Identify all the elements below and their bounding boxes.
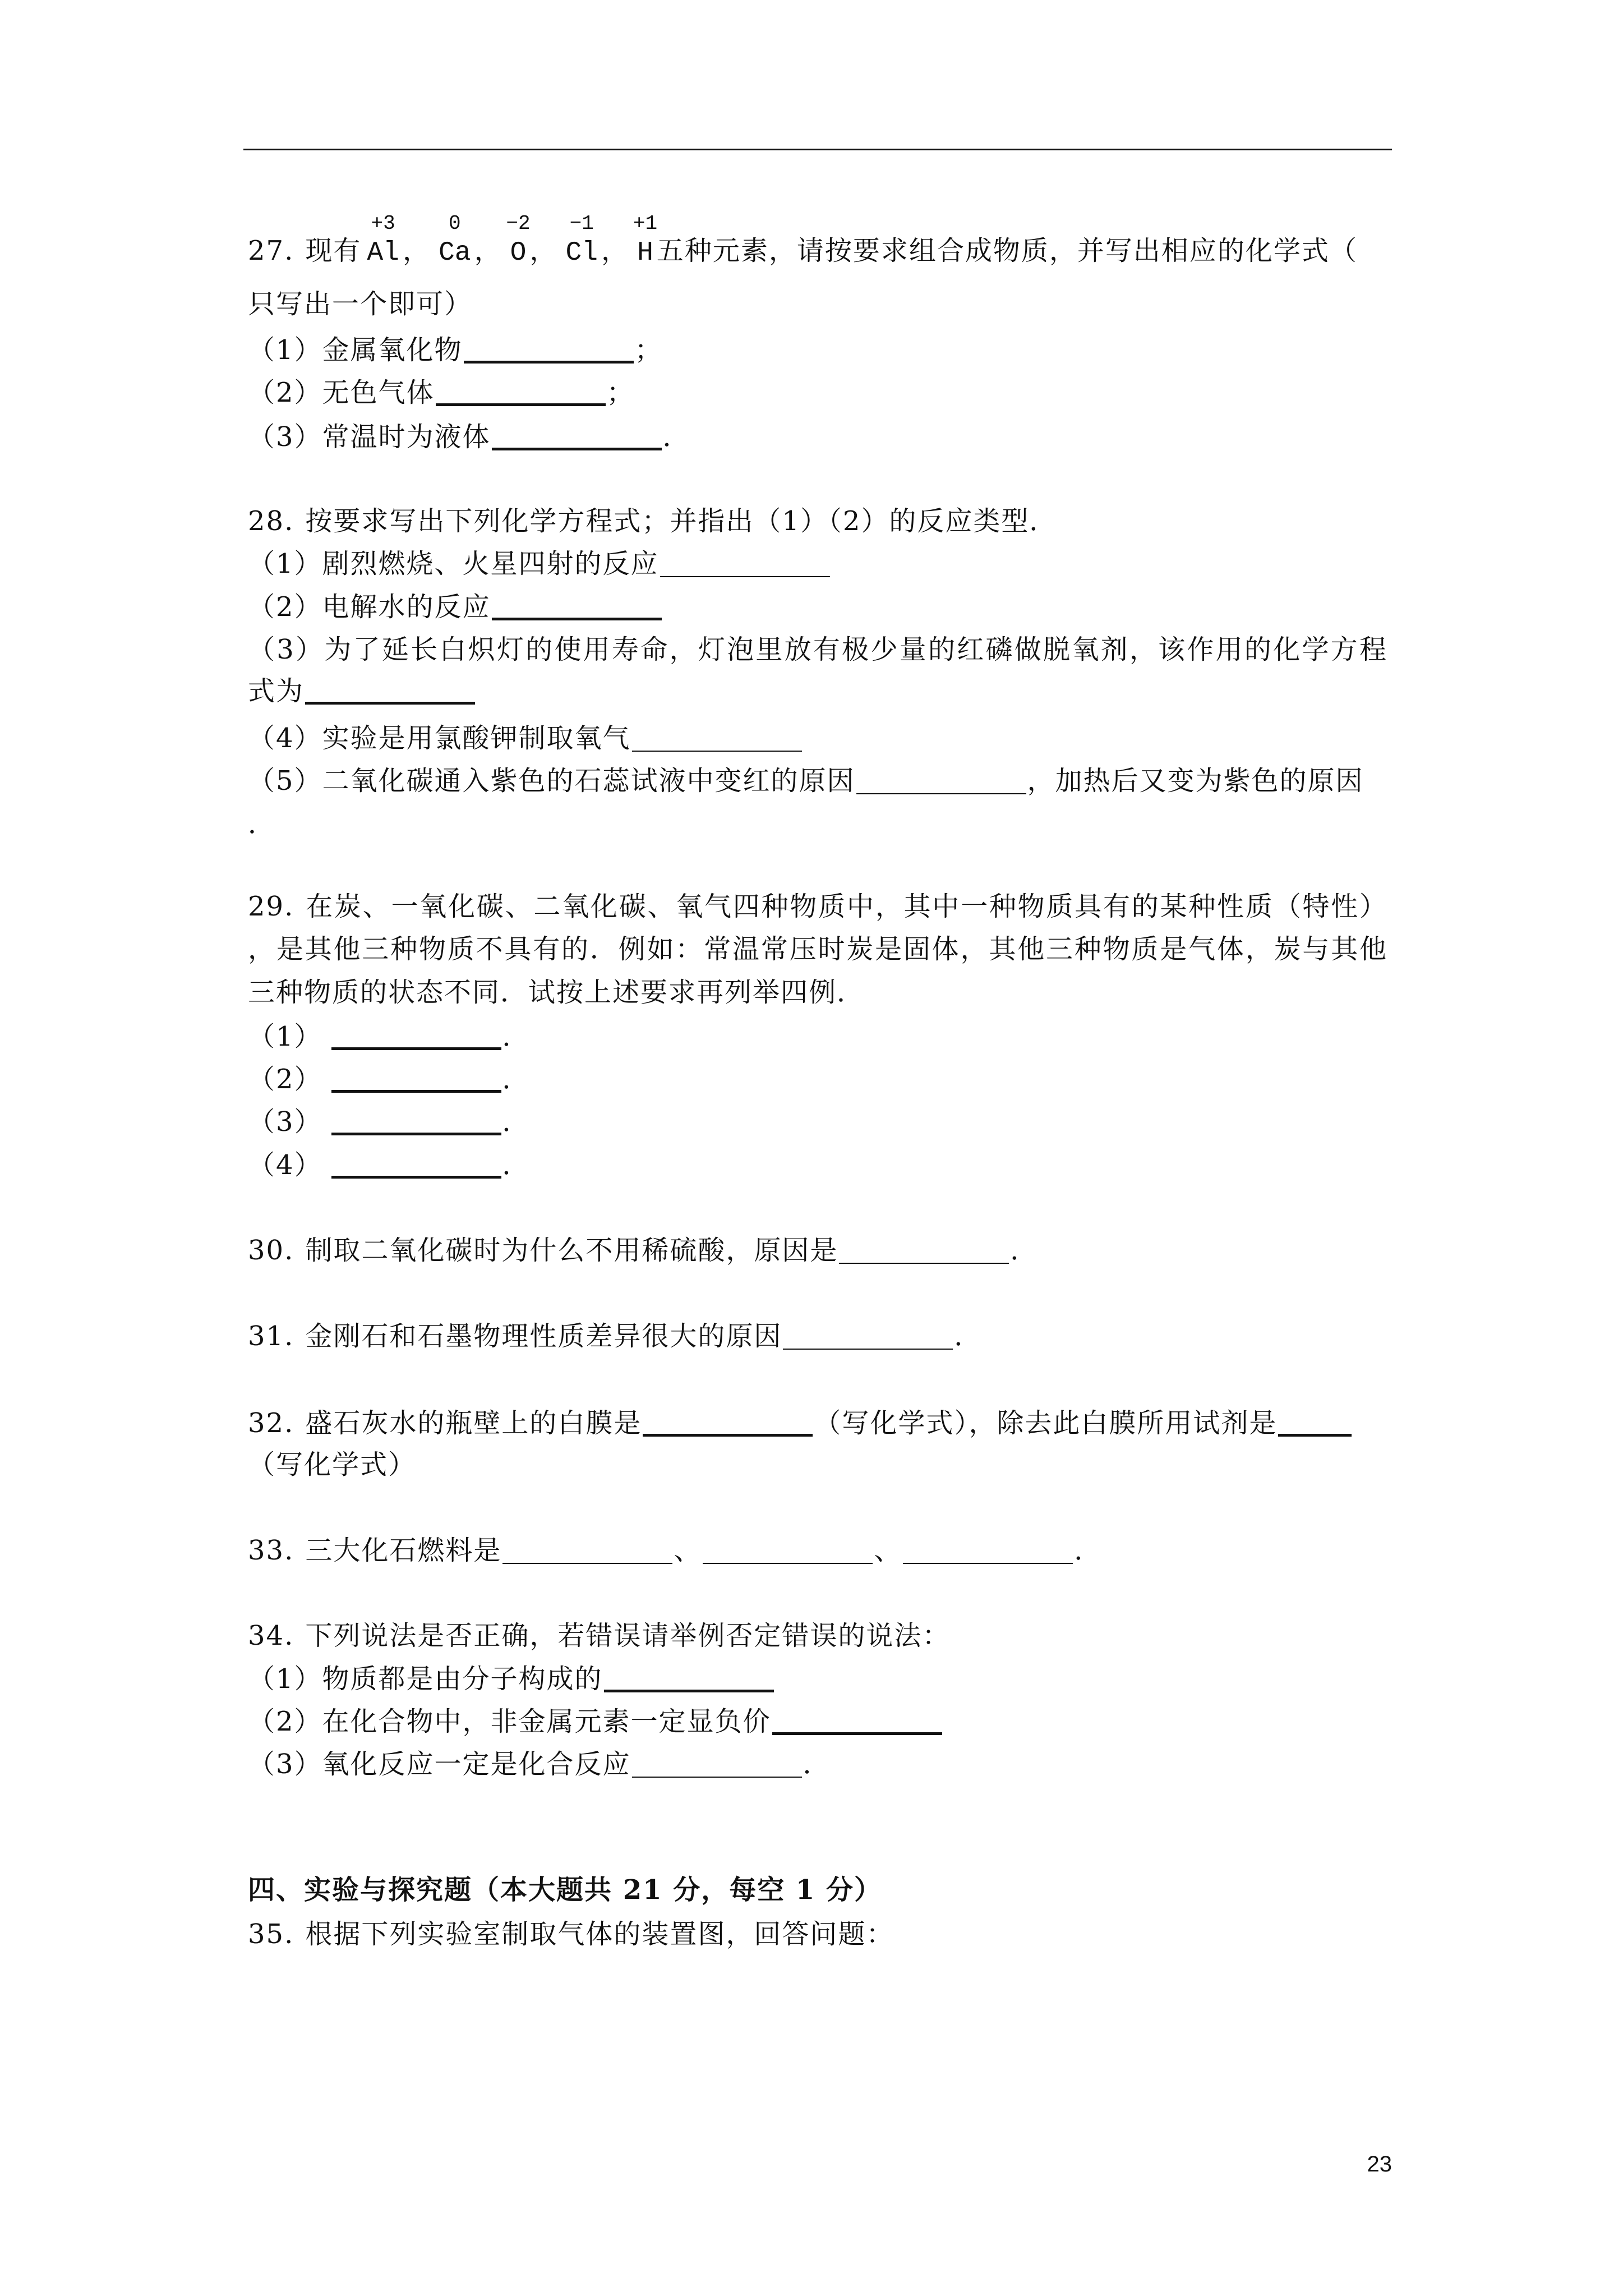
question-text: 五种元素，请按要求组合成物质，并写出相应的化学式（ xyxy=(656,235,1358,266)
element-o xyxy=(506,212,531,270)
question-28-item-3 xyxy=(248,633,1387,666)
question-number: 33. xyxy=(248,1535,294,1566)
item-label: （4）实验是用氯酸钾制取氧气 xyxy=(248,723,631,754)
item-label: （3）常温时为液体 xyxy=(248,421,491,453)
element-symbol: Cl xyxy=(565,238,598,268)
answer-blank xyxy=(1278,1409,1352,1437)
question-number: 29. xyxy=(248,891,294,922)
punctuation: ． xyxy=(502,1149,531,1181)
element-ca xyxy=(438,212,471,270)
element-al xyxy=(367,212,399,270)
question-text: 根据下列实验室制取气体的装置图，回答问题： xyxy=(305,1918,895,1950)
question-number: 35. xyxy=(248,1918,294,1950)
question-27-item-1 xyxy=(248,333,663,367)
question-text: 三大化石燃料是 xyxy=(305,1535,502,1566)
answer-blank xyxy=(331,1151,501,1179)
section-heading: 四、实验与探究题（本大题共 21 分，每空 1 分） xyxy=(248,1874,883,1906)
separator: ， xyxy=(474,235,502,266)
punctuation: ． xyxy=(803,1749,831,1780)
punctuation: ． xyxy=(1010,1235,1039,1266)
punctuation: 、 xyxy=(674,1535,702,1566)
question-text: 三种物质的状态不同．试按上述要求再列举四例． xyxy=(248,977,865,1008)
item-label: （3） xyxy=(248,1106,322,1138)
element-symbol: O xyxy=(510,238,527,268)
question-29 xyxy=(248,890,1387,923)
element-symbol: H xyxy=(637,238,653,268)
question-text: 按要求写出下列化学方程式；并指出（1）（2）的反应类型． xyxy=(305,505,1058,537)
punctuation: ． xyxy=(502,1106,531,1138)
answer-blank xyxy=(632,1752,802,1778)
question-27-item-3 xyxy=(248,420,691,454)
answer-blank xyxy=(436,379,606,406)
header-rule xyxy=(243,149,1392,150)
answer-blank xyxy=(331,1108,501,1135)
answer-blank xyxy=(839,1238,1009,1264)
question-29-line-2 xyxy=(248,932,1387,966)
question-28-item-3-continued xyxy=(248,674,476,708)
answer-blank xyxy=(703,1538,873,1564)
answer-blank xyxy=(331,1023,501,1050)
valence-label: +1 xyxy=(633,212,658,235)
item-label: ，加热后又变为紫色的原因 xyxy=(1027,765,1364,797)
valence-label: +3 xyxy=(371,212,395,235)
question-32 xyxy=(248,1406,1353,1440)
item-label: （4） xyxy=(248,1149,322,1181)
question-27-item-2 xyxy=(248,376,635,409)
element-symbol: Ca xyxy=(438,238,471,268)
question-35 xyxy=(248,1917,894,1951)
question-text: 盛石灰水的瓶壁上的白膜是 xyxy=(305,1407,642,1439)
punctuation: ． xyxy=(954,1320,983,1352)
question-number: 31. xyxy=(248,1320,294,1352)
answer-blank xyxy=(492,423,662,450)
valence-label: 0 xyxy=(448,212,461,235)
answer-blank xyxy=(772,1708,942,1735)
item-label: （2） xyxy=(248,1064,322,1095)
punctuation: ． xyxy=(502,1021,531,1052)
question-28 xyxy=(248,504,1057,538)
answer-blank xyxy=(492,593,662,620)
punctuation: ． xyxy=(1074,1535,1103,1566)
item-label: （1）物质都是由分子构成的 xyxy=(248,1663,603,1695)
answer-blank xyxy=(464,336,634,364)
answer-blank xyxy=(632,726,802,752)
question-text: （写化学式），除去此白膜所用试剂是 xyxy=(814,1407,1278,1439)
question-29-item-4 xyxy=(248,1148,531,1182)
answer-blank xyxy=(856,769,1026,794)
question-number: 28. xyxy=(248,505,294,537)
answer-blank xyxy=(783,1324,953,1350)
question-30 xyxy=(248,1234,1038,1267)
separator: ， xyxy=(601,235,630,266)
question-number: 30. xyxy=(248,1235,294,1266)
question-32-continued xyxy=(248,1448,416,1481)
question-text: 在炭、一氧化碳、二氧化碳、氧气四种物质中，其中一种物质具有的某种性质（特性） xyxy=(305,891,1387,922)
question-29-line-3 xyxy=(248,976,865,1009)
answer-blank xyxy=(502,1538,672,1564)
item-label: （1） xyxy=(248,1021,322,1052)
punctuation: ． xyxy=(248,808,276,840)
question-text: ，是其他三种物质不具有的．例如：常温常压时炭是固体，其他三种物质是气体，炭与其他 xyxy=(248,933,1387,965)
question-34-item-2 xyxy=(248,1705,943,1738)
question-34-item-3 xyxy=(248,1747,831,1781)
question-28-item-5-end xyxy=(248,807,276,841)
item-label: 式为 xyxy=(248,675,305,707)
question-28-item-4 xyxy=(248,721,803,755)
punctuation: ； xyxy=(606,377,635,408)
question-text: 只写出一个即可） xyxy=(248,288,473,320)
element-h xyxy=(633,212,658,270)
valence-label: −1 xyxy=(569,212,594,235)
punctuation: ； xyxy=(634,334,663,366)
punctuation: ． xyxy=(502,1064,531,1095)
question-number: 32. xyxy=(248,1407,294,1439)
element-symbol: Al xyxy=(367,238,399,268)
answer-blank xyxy=(331,1065,501,1093)
question-text: 下列说法是否正确，若错误请举例否定错误的说法： xyxy=(305,1620,951,1651)
item-label: （2）在化合物中，非金属元素一定显负价 xyxy=(248,1706,771,1737)
question-33 xyxy=(248,1534,1102,1567)
question-31 xyxy=(248,1319,982,1353)
separator: ， xyxy=(529,235,558,266)
question-text: 制取二氧化碳时为什么不用稀硫酸，原因是 xyxy=(305,1235,838,1266)
item-label: （2）电解水的反应 xyxy=(248,591,491,623)
question-text: （写化学式） xyxy=(248,1449,417,1480)
item-label: （1）金属氧化物 xyxy=(248,334,463,366)
question-29-item-1 xyxy=(248,1020,531,1053)
answer-blank xyxy=(660,551,830,577)
separator: ， xyxy=(402,235,431,266)
question-34-item-1 xyxy=(248,1662,775,1696)
element-cl xyxy=(565,212,598,270)
question-number: 27. xyxy=(248,235,294,266)
answer-blank xyxy=(903,1538,1073,1564)
question-27 xyxy=(248,212,1358,268)
answer-blank xyxy=(604,1665,774,1692)
question-29-item-2 xyxy=(248,1062,531,1096)
item-label: （2）无色气体 xyxy=(248,377,435,408)
item-label: （1）剧烈燃烧、火星四射的反应 xyxy=(248,548,659,579)
punctuation: 、 xyxy=(874,1535,902,1566)
question-text: 金刚石和石墨物理性质差异很大的原因 xyxy=(305,1320,782,1352)
item-label: （5）二氧化碳通入紫色的石蕊试液中变红的原因 xyxy=(248,765,855,797)
question-28-item-5 xyxy=(248,764,1364,798)
answer-blank xyxy=(305,677,475,705)
question-28-item-2 xyxy=(248,590,663,624)
question-number: 34. xyxy=(248,1620,294,1651)
valence-label: −2 xyxy=(506,212,531,235)
question-27-continued xyxy=(248,287,472,321)
question-34 xyxy=(248,1619,950,1653)
answer-blank xyxy=(643,1409,813,1437)
question-text: 现有 xyxy=(305,235,362,266)
page-number: 23 xyxy=(1367,2152,1392,2177)
item-label: （3）为了延长白炽灯的使用寿命，灯泡里放有极少量的红磷做脱氧剂，该作用的化学方程 xyxy=(248,634,1387,665)
question-29-item-3 xyxy=(248,1105,531,1139)
punctuation: ． xyxy=(662,421,691,453)
question-28-item-1 xyxy=(248,547,831,581)
item-label: （3）氧化反应一定是化合反应 xyxy=(248,1749,631,1780)
